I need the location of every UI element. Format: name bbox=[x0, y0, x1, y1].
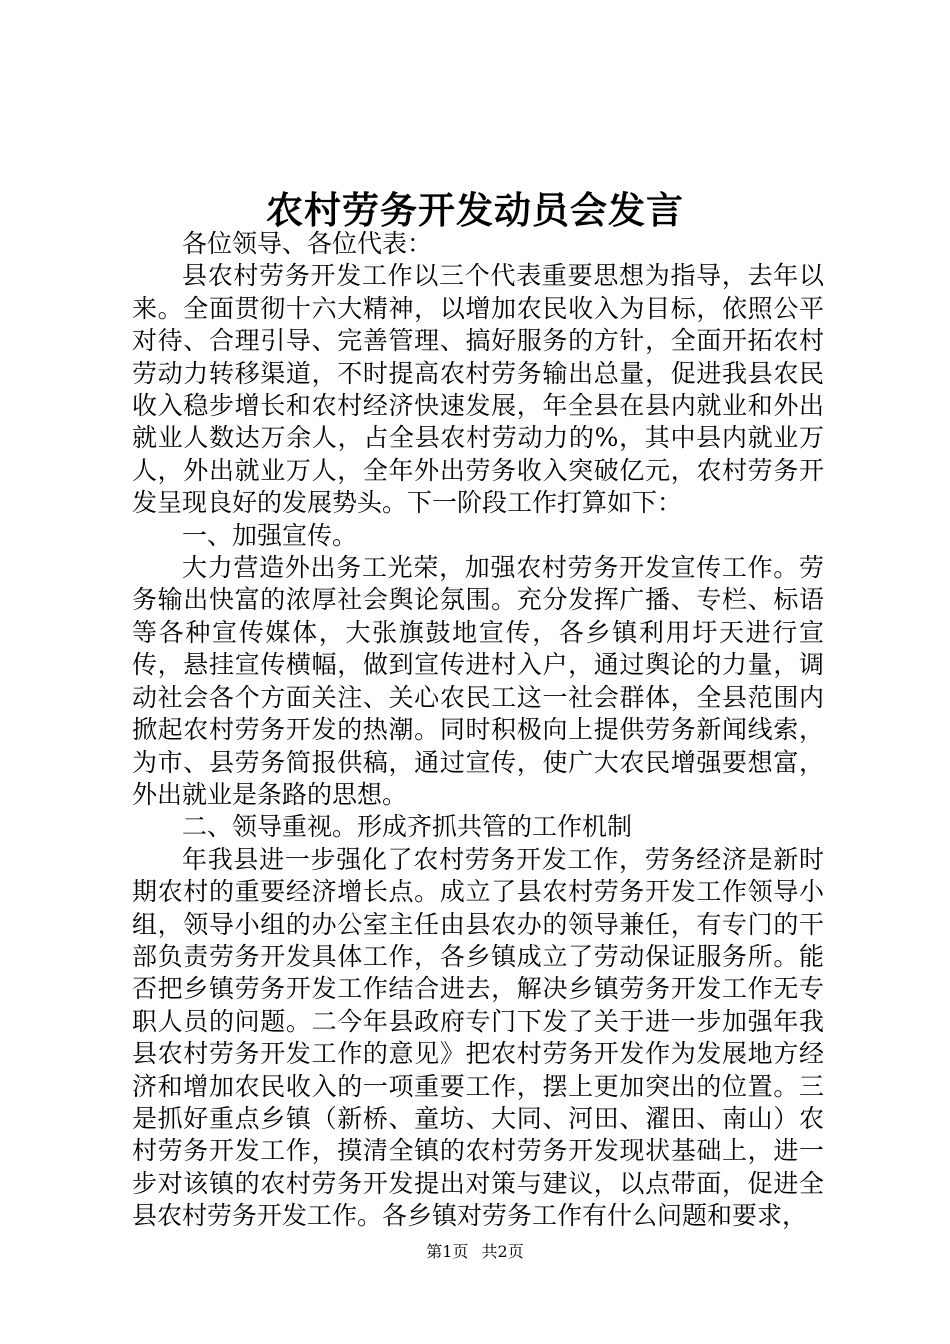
intro-paragraph: 县农村劳务开发工作以三个代表重要思想为指导，去年以来。全面贯彻十六大精神，以增加农民收入为目标，依照公平对待、合理引导、完善管理、搞好服务的方针，全面开拓农村劳动力转移渠道，不时提高农村劳务输出总量，促进我县农民收入稳步增长和农村经济快速发展，年全县在县内就业和外出就业人数达万余人，占全县农村劳动力的%，其中县内就业万人，外出就业万人，全年外出劳务收入突破亿元，农村劳务开发呈现良好的发展势头。下一阶段工作打算如下： bbox=[132, 261, 824, 518]
section-1-paragraph: 大力营造外出务工光荣，加强农村劳务开发宣传工作。劳务输出快富的浓厚社会舆论氛围。充分发挥广播、专栏、标语等各种宣传媒体，大张旗鼓地宣传，各乡镇利用圩天进行宣传，悬挂宣传横幅，做到宣传进村入户，通过舆论的力量，调动社会各个方面关注、关心农民工这一社会群体，全县范围内掀起农村劳务开发的热潮。同时积极向上提供劳务新闻线索，为市、县劳务简报供稿，通过宣传，使广大农民增强要想富，外出就业是条路的思想。 bbox=[132, 553, 824, 809]
section-2-paragraph: 年我县进一步强化了农村劳务开发工作，劳务经济是新时期农村的重要经济增长点。成立了县农村劳务开发工作领导小组，领导小组的办公室主任由县农办的领导兼任，有专门的干部负责劳务开发具体工作，各乡镇成立了劳动保证服务所。能否把乡镇劳务开发工作结合进去，解决乡镇劳务开发工作无专职人员的问题。二今年县政府专门下发了关于进一步加强年我县农村劳务开发工作的意见》把农村劳务开发作为发展地方经济和增加农民收入的一项重要工作，摆上更加突出的位置。三是抓好重点乡镇（新桥、童坊、大同、河田、濯田、南山）农村劳务开发工作，摸清全镇的农村劳务开发现状基础上，进一步对该镇的农村劳务开发提出对策与建议，以点带面，促进全县农村劳务开发工作。各乡镇对劳务工作有什么问题和要求， bbox=[132, 844, 824, 1231]
document-body bbox=[132, 228, 824, 1233]
document-title: 农村劳务开发动员会发言 bbox=[266, 188, 684, 232]
section-heading-2: 二、领导重视。形成齐抓共管的工作机制 bbox=[182, 812, 633, 842]
page-number: 第1页 bbox=[426, 1242, 469, 1261]
page-footer bbox=[0, 1241, 950, 1263]
section-heading-1: 一、加强宣传。 bbox=[182, 520, 358, 550]
page-total: 共2页 bbox=[481, 1242, 524, 1261]
greeting-paragraph: 各位领导、各位代表： bbox=[182, 229, 433, 258]
